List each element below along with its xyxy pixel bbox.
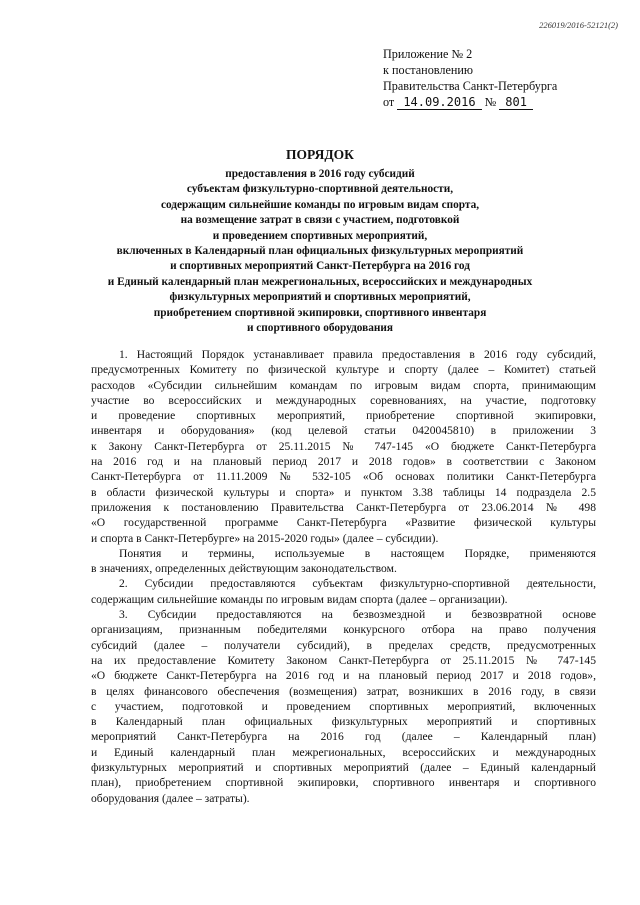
body-line: на их предоставление Комитету Законом Санкт-Петербурга от 25.11.2015 № 747-145 bbox=[91, 653, 596, 667]
body-line: инвентаря и оборудования» (код целевой статьи 0420045810) в приложении 3 bbox=[91, 424, 596, 438]
body-line: расходов «Субсидии сильнейшим командам по игровым видам спорта, принимающим bbox=[91, 378, 596, 392]
annex-number: 801 bbox=[499, 95, 533, 110]
annex-line-1: Приложение № 2 bbox=[383, 47, 473, 61]
body-line: и Единый календарный план межрегиональных, всероссийских и международных bbox=[91, 745, 596, 759]
heading-line: физкультурных мероприятий и спортивных мероприятий, bbox=[169, 291, 471, 304]
annex-line-3: Правительства Санкт-Петербурга bbox=[383, 79, 558, 93]
body-line: 3. Субсидии предоставляются на безвозмездной и безвозвратной основе bbox=[119, 608, 596, 622]
body-line: участие во всероссийских и международных соревнованиях, на участие, подготовку bbox=[91, 393, 596, 407]
body-line: приложения к постановлению Правительства Санкт-Петербурга от 23.06.2014 № 498 bbox=[91, 500, 596, 514]
heading-line: включенных в Календарный план официальных физкультурных мероприятий bbox=[116, 245, 524, 258]
body-line: в области физической культуры и спорта» и пунктом 3.38 таблицы 14 подраздела 2.5 bbox=[91, 485, 596, 499]
body-line: на 2016 год и на плановый период 2017 и 2018 годов» в соответствии с Законом bbox=[91, 455, 596, 469]
body-line: предусмотренных Комитету по физической культуре и спорту (далее – Комитет) статьей bbox=[91, 363, 596, 377]
annex-number-sign: № bbox=[484, 95, 497, 109]
body-paragraph bbox=[91, 576, 596, 607]
annex-block bbox=[383, 46, 613, 110]
body-line: план), приобретением спортивной экипировки, спортивного инвентаря и спортивного bbox=[91, 776, 596, 790]
body-line: мероприятий Санкт-Петербурга на 2016 год (далее – Календарный план) bbox=[91, 730, 596, 744]
body-line: физкультурных мероприятий и спортивных мероприятий (далее – Единый календарный bbox=[91, 761, 596, 775]
body-line: «О государственной программе Санкт-Петербурга «Развитие физической культуры bbox=[91, 516, 596, 530]
annex-date-line bbox=[383, 94, 613, 110]
body-line: «О бюджете Санкт-Петербурга на 2016 год и на плановый период 2017 и 2018 годов», bbox=[91, 669, 596, 683]
annex-line-2: к постановлению bbox=[383, 63, 474, 77]
body-line: в Календарный план официальных физкультурных мероприятий и спортивных bbox=[91, 715, 596, 729]
body-line: Санкт-Петербурга от 11.11.2009 № 532-105 «Об основах политики Санкт-Петербурга bbox=[91, 470, 596, 484]
body-line: 1. Настоящий Порядок устанавливает правила предоставления в 2016 году субсидий, bbox=[119, 348, 596, 361]
body-paragraph bbox=[91, 546, 596, 577]
heading-line: приобретением спортивной экипировки, спортивного инвентаря bbox=[153, 306, 487, 319]
body-line: в значениях, определенных действующим законодательством. bbox=[91, 562, 397, 576]
body-line: с участием, подготовкой и проведением спортивных мероприятий, включенных bbox=[91, 699, 596, 713]
heading-line: и проведением спортивных мероприятий, bbox=[212, 229, 428, 242]
document-body bbox=[91, 347, 596, 806]
heading-line: и спортивного оборудования bbox=[246, 322, 394, 335]
body-line: и спорта в Санкт-Петербурге» на 2015-2020 годы» (далее – субсидии). bbox=[91, 531, 439, 545]
heading-line: содержащим сильнейшие команды по игровым видам спорта, bbox=[160, 198, 480, 211]
body-paragraph bbox=[91, 347, 596, 546]
heading-line: и Единый календарный план межрегиональных, всероссийских и международных bbox=[107, 275, 533, 288]
document-heading bbox=[60, 167, 580, 336]
heading-line: предоставления в 2016 году субсидий bbox=[225, 168, 415, 180]
heading-line: и спортивных мероприятий Санкт-Петербурга на 2016 год bbox=[170, 260, 470, 273]
body-line: 2. Субсидии предоставляются субъектам физкультурно-спортивной деятельности, bbox=[119, 577, 596, 591]
body-line: к Закону Санкт-Петербурга от 25.11.2015 № 747-145 «О бюджете Санкт-Петербурга bbox=[91, 439, 596, 453]
annex-date-prefix: от bbox=[383, 95, 395, 109]
body-line: и проведение спортивных мероприятий, приобретение спортивной экипировки, bbox=[91, 409, 596, 423]
body-line: оборудования (далее – затраты). bbox=[91, 791, 250, 805]
annex-date: 14.09.2016 bbox=[397, 95, 481, 110]
body-paragraph bbox=[91, 607, 596, 806]
body-line: содержащим сильнейшие команды по игровым видам спорта (далее – организации). bbox=[91, 592, 508, 606]
document-number: 226019/2016-52121(2) bbox=[539, 20, 618, 30]
document-title: ПОРЯДОК bbox=[286, 147, 354, 162]
body-line: Понятия и термины, используемые в настоящем Порядке, применяются bbox=[119, 546, 596, 560]
heading-line: субъектам физкультурно-спортивной деятельности, bbox=[186, 183, 454, 196]
body-line: организациям, признанным победителями конкурсного отбора на право получения bbox=[91, 623, 596, 637]
heading-line: на возмещение затрат в связи с участием, подготовкой bbox=[180, 214, 460, 227]
body-line: в целях финансового обеспечения (возмещения) затрат, возникших в 2016 году, в связи bbox=[91, 684, 596, 698]
body-line: субсидий (далее – получатели субсидий), в пределах средств, предусмотренных bbox=[91, 638, 596, 652]
